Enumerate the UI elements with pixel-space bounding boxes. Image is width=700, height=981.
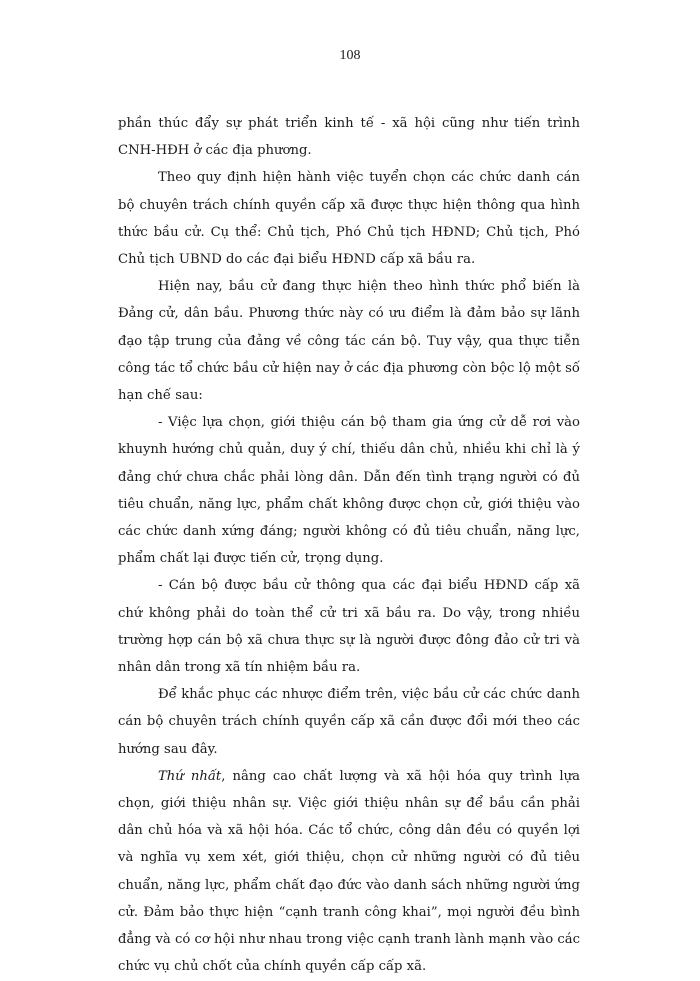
paragraph-7-lead: Thứ nhất (158, 768, 222, 784)
paragraph-4: - Việc lựa chọn, giới thiệu cán bộ tham gia ứng cử dễ rơi vào khuynh hướng chủ quản, duy ý chí, thiếu dân chủ, nhiều khi chỉ là ý đảng chứ chưa chắc phải lòng dân. Dẫn đến tình trạng người có đủ tiêu chuẩn, năng lực, phẩm chất không được chọn cử, giới thiệu vào các chức danh xứng đáng; người không có đủ tiêu chuẩn, năng lực, phẩm chất lại được tiến cử, trọng dụng. (118, 415, 580, 567)
paragraph-2: Theo quy định hiện hành việc tuyển chọn các chức danh cán bộ chuyên trách chính quyền cấp xã được thực hiện thông qua hình thức bầu cử. Cụ thể: Chủ tịch, Phó Chủ tịch HĐND; Chủ tịch, Phó Chủ tịch UBND do các đại biểu HĐND cấp xã bầu ra. (118, 170, 580, 268)
paragraph-7-text: , nâng cao chất lượng và xã hội hóa quy trình lựa chọn, giới thiệu nhân sự. Việc giới thiệu nhân sự để bầu cần phải dân chủ hóa và xã hội hóa. Các tổ chức, công dân đều có quyền lợi và nghĩa vụ xem xét, giới thiệu, chọn cử những người có đủ tiêu chuẩn, năng lực, phẩm chất đạo đức vào danh sách những người ứng cử. Đảm bảo thực hiện “cạnh tranh công khai”, mọi người đều bình đẳng và có cơ hội như nhau trong việc cạnh tranh lành mạnh vào các chức vụ chủ chốt của chính quyền cấp cấp xã. (118, 768, 580, 975)
paragraph-7 (118, 763, 580, 981)
paragraph-6: Để khắc phục các nhược điểm trên, việc bầu cử các chức danh cán bộ chuyên trách chính quyền cấp xã cần được đổi mới theo các hướng sau đây. (118, 687, 580, 757)
paragraph-5: - Cán bộ được bầu cử thông qua các đại biểu HĐND cấp xã chứ không phải do toàn thể cử tri xã bầu ra. Do vậy, trong nhiều trường hợp cán bộ xã chưa thực sự là người được đông đảo cử tri và nhân dân trong xã tín nhiệm bầu ra. (118, 578, 580, 676)
paragraph-1: phần thúc đẩy sự phát triển kinh tế - xã hội cũng như tiến trình CNH-HĐH ở các địa phương. (118, 116, 580, 159)
page-number: 108 (339, 48, 361, 63)
paragraph-3: Hiện nay, bầu cử đang thực hiện theo hình thức phổ biến là Đảng cử, dân bầu. Phương thức này có ưu điểm là đảm bảo sự lãnh đạo tập trung của đảng về công tác cán bộ. Tuy vậy, qua thực tiễn công tác tổ chức bầu cử hiện nay ở các địa phương còn bộc lộ một số hạn chế sau: (118, 279, 580, 404)
document-body (118, 110, 580, 981)
